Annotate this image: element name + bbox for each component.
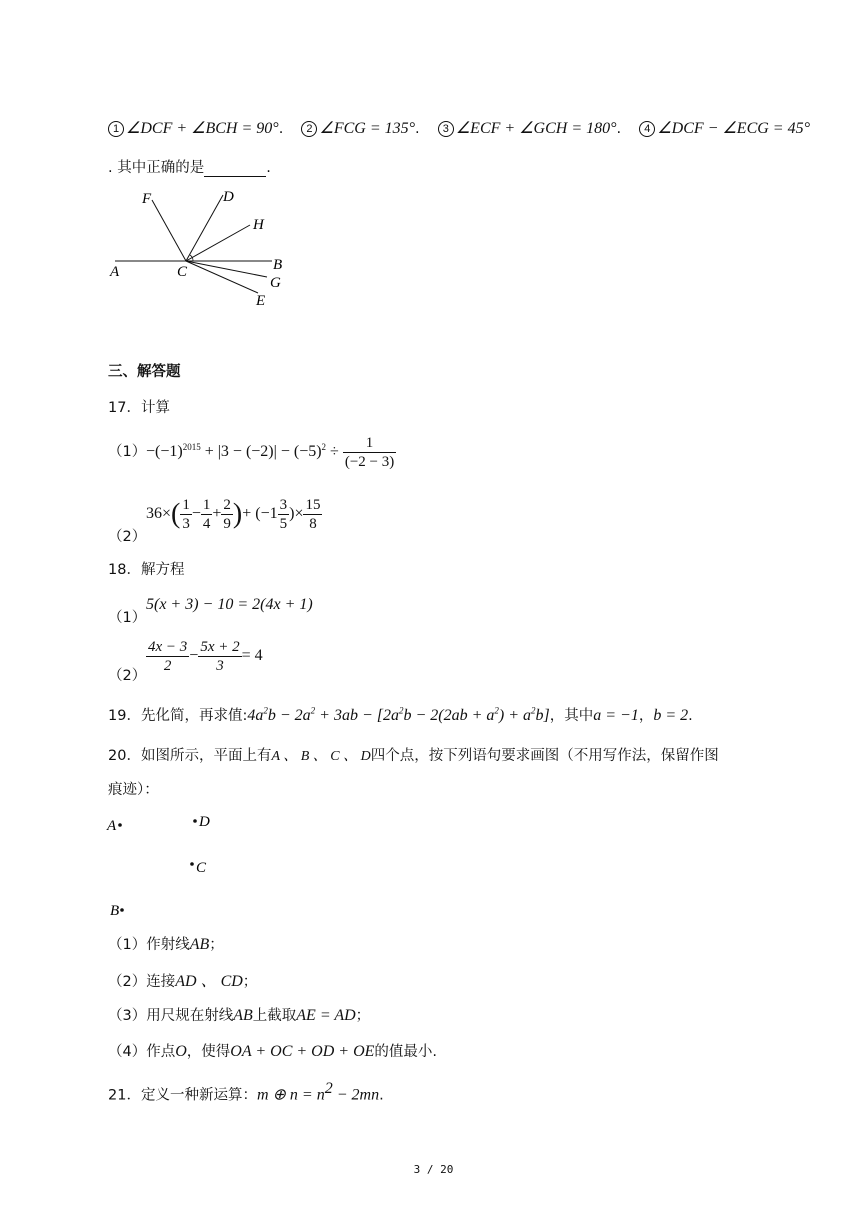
- denominator: 3: [216, 658, 224, 674]
- paren: ): [232, 498, 243, 530]
- item-text: ；: [209, 937, 224, 953]
- circle-number-3: 3: [438, 121, 454, 137]
- denominator: 4: [202, 516, 211, 532]
- statement-1: ∠DCF + ∠BCH = 90°: [126, 120, 279, 137]
- label-d: D: [199, 814, 210, 830]
- item-text: ；: [355, 1008, 371, 1024]
- q17-part1-label: （1）: [108, 444, 147, 460]
- label-e: E: [256, 293, 266, 309]
- exponent: 2: [494, 705, 499, 716]
- expr-seg: + (−1: [242, 505, 278, 523]
- expr-seg: + |3 − (−2)| − (−5): [200, 443, 322, 461]
- angle-figure: [100, 185, 300, 315]
- ray-cf: [152, 200, 186, 261]
- point-a: [118, 823, 122, 827]
- item-text: （3）用尺规在射线: [108, 1008, 234, 1024]
- fraction: [201, 496, 213, 533]
- q16-statements: [108, 118, 810, 138]
- numerator: 1: [202, 497, 211, 513]
- q20-text: 四个点，按下列语句要求画图（不用写作法，保留作图: [370, 748, 719, 764]
- statement-2: ∠FCG = 135°: [319, 120, 416, 137]
- item-text: ；: [242, 974, 258, 990]
- item-math: AB: [233, 1007, 253, 1024]
- separator: .: [278, 121, 284, 137]
- fraction: [198, 638, 241, 675]
- label-h: H: [253, 217, 264, 233]
- label-b: B: [273, 257, 283, 273]
- q20-line2: 痕迹）：: [108, 782, 159, 798]
- exponent: 2: [398, 705, 404, 716]
- item-math: AB: [189, 936, 210, 953]
- statement-3: ∠ECF + ∠GCH = 180°: [455, 120, 617, 137]
- fraction: [278, 496, 290, 533]
- point-b: [120, 908, 124, 912]
- numerator: 2: [223, 497, 231, 513]
- item-text: （4）作点: [108, 1044, 176, 1060]
- q20-line1: [108, 744, 719, 765]
- q18-part2-eq: [146, 638, 263, 675]
- circle-number-4: 4: [639, 121, 655, 137]
- fraction: [303, 496, 322, 533]
- expr-seg: ) + a: [498, 707, 532, 724]
- page-number: 3 / 20: [413, 1163, 454, 1176]
- q16-question: . 其中正确的是: [108, 160, 205, 176]
- ray-cg: [186, 261, 267, 277]
- fraction: [221, 496, 233, 533]
- operator: −: [189, 647, 199, 665]
- expr-seg: b − 2(2ab + a: [403, 707, 495, 724]
- period: .: [266, 160, 271, 176]
- exponent: 2: [263, 705, 268, 716]
- label-c: C: [196, 860, 207, 876]
- exponent: 2: [310, 705, 316, 716]
- points-figure: [100, 808, 240, 920]
- separator: .: [616, 121, 622, 137]
- numerator: 3: [279, 497, 288, 513]
- period: .: [379, 1087, 384, 1104]
- item-text: 的值最小.: [374, 1044, 437, 1060]
- numerator: 1: [182, 497, 190, 513]
- expr-seg: 36×: [146, 505, 172, 523]
- label-a: A: [110, 264, 120, 280]
- denominator: 2: [163, 658, 172, 674]
- label-a: A: [107, 818, 117, 834]
- exponent: 2: [531, 705, 536, 716]
- operator: +: [212, 505, 222, 523]
- q17-part2-expr: [146, 496, 322, 533]
- exponent: 2015: [182, 441, 201, 452]
- label-c: C: [177, 264, 188, 280]
- q18-part1-eq: 5(x + 3) − 10 = 2(4x + 1): [146, 596, 313, 613]
- label-b: B: [110, 903, 120, 919]
- fraction: [180, 496, 192, 533]
- exponent: 2: [321, 441, 327, 452]
- point-c: [190, 862, 194, 866]
- denominator: 9: [223, 516, 231, 532]
- q19-condition: ，其中: [549, 708, 594, 724]
- item-text: （2）连接: [108, 974, 176, 990]
- q20-text: 20．如图所示，平面上有: [108, 748, 272, 764]
- q21-expr: m ⊕ n = n: [256, 1086, 325, 1104]
- expr-seg: 4a: [247, 707, 264, 724]
- q18-part2-label: （2）: [108, 668, 147, 684]
- exponent: 2: [324, 1080, 333, 1097]
- separator: .: [415, 121, 420, 137]
- rhs: = 4: [241, 647, 263, 665]
- denominator: 5: [279, 516, 288, 532]
- fraction: [146, 638, 189, 675]
- statement-4: ∠DCF − ∠ECG = 45°: [657, 120, 810, 137]
- q18-part1-label: （1）: [108, 610, 147, 626]
- label-g: G: [270, 275, 281, 291]
- item-math: OA + OC + OD + OE: [230, 1043, 375, 1060]
- numerator: 5x + 2: [200, 639, 240, 655]
- numerator: 15: [305, 497, 321, 513]
- item-text: （1）作射线: [108, 937, 190, 953]
- expr-seg: ÷: [326, 443, 343, 461]
- a-value: a = −1: [593, 707, 639, 724]
- q20-item3: [108, 1004, 370, 1025]
- q19-text: 19．先化简，再求值:: [108, 708, 248, 724]
- item-math: AD 、 CD: [175, 973, 243, 990]
- label-d: D: [223, 189, 234, 205]
- q17-part2-label: （2）: [108, 529, 147, 545]
- ray-ce: [186, 261, 258, 293]
- q21-expr: − 2mn: [332, 1086, 380, 1104]
- q18-title: 18．解方程: [108, 562, 185, 578]
- section-title: 三、解答题: [108, 364, 181, 380]
- point-d: [193, 819, 197, 823]
- b-value: b = 2: [653, 707, 689, 724]
- q17-title: 17．计算: [108, 400, 170, 416]
- numerator: 4x − 3: [148, 639, 188, 655]
- q20-item2: [108, 968, 257, 991]
- paren: (: [171, 498, 181, 530]
- expr-seg: b]: [535, 707, 550, 724]
- q19-expr: [247, 707, 549, 724]
- expr-seg: + 3ab − [2a: [315, 707, 399, 724]
- operator: −: [191, 505, 201, 523]
- circle-number-1: 1: [108, 121, 124, 137]
- q20-item1: [108, 933, 224, 954]
- expr-seg: −(−1): [146, 443, 183, 461]
- item-math: AE = AD: [296, 1007, 356, 1024]
- item-text: ，使得: [186, 1044, 231, 1060]
- expr-seg: )×: [289, 505, 304, 523]
- answer-blank[interactable]: [204, 162, 266, 177]
- q17-part1-expr: [146, 434, 396, 471]
- item-text: 上截取: [252, 1008, 297, 1024]
- denominator: (−2 − 3): [344, 454, 395, 470]
- numerator: 1: [343, 434, 396, 453]
- q21-text: 21．定义一种新运算：: [108, 1087, 257, 1104]
- item-math: O: [175, 1043, 187, 1060]
- q16-tail: [108, 156, 271, 177]
- label-f: F: [142, 191, 152, 207]
- circle-number-2: 2: [301, 121, 317, 137]
- denominator: 3: [182, 516, 190, 532]
- expr-seg: b − 2a: [267, 707, 311, 724]
- denominator: 8: [309, 516, 317, 532]
- q19: [108, 704, 693, 725]
- q20-points: A 、 B 、 C 、 D: [271, 749, 371, 764]
- period: .: [688, 708, 693, 724]
- comma: ，: [638, 708, 654, 724]
- fraction: [343, 434, 396, 471]
- q20-item4: [108, 1040, 437, 1061]
- q21: [108, 1080, 384, 1104]
